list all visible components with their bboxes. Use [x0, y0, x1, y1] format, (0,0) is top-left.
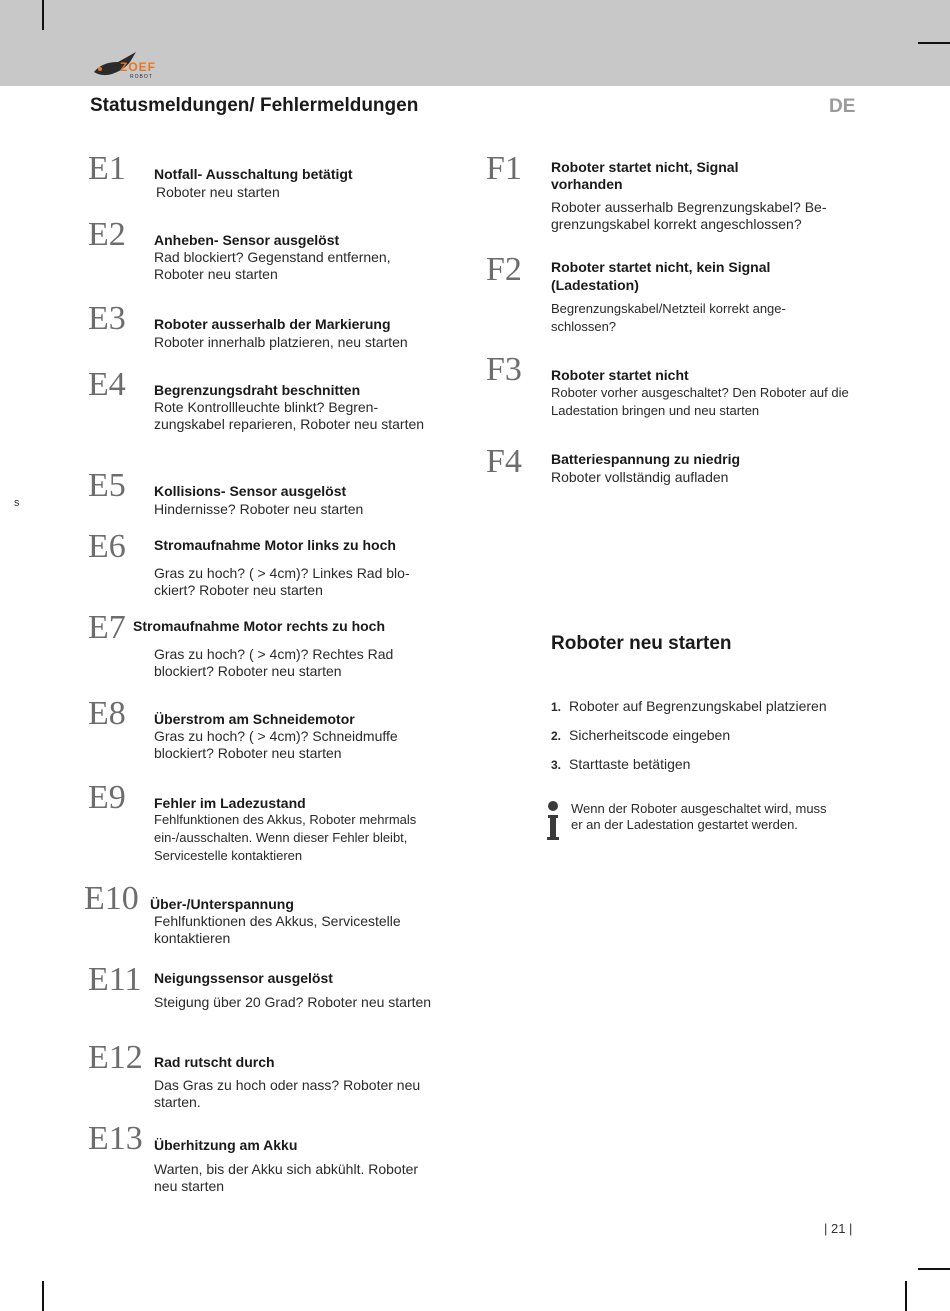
error-title: Fehler im Ladezustand: [154, 795, 306, 811]
error-text: Gras zu hoch? ( > 4cm)? Rechtes Rad blockiert? Roboter neu starten: [154, 646, 394, 679]
error-text: Roboter innerhalb platzieren, neu starten: [154, 334, 408, 350]
restart-step: [551, 727, 730, 743]
language-label: DE: [829, 96, 856, 117]
error-text: Roboter neu starten: [156, 184, 280, 200]
error-code: E13: [88, 1120, 143, 1157]
fault-text: Roboter vorher ausgeschaltet? Den Roboter auf die Ladestation bringen und neu starten: [551, 385, 849, 418]
restart-step: [551, 756, 690, 772]
info-icon: [544, 800, 562, 842]
restart-section-title: Roboter neu starten: [551, 633, 732, 654]
step-text: Roboter auf Begrenzungskabel platzieren: [569, 698, 827, 714]
fault-text: Roboter vollständig aufladen: [551, 469, 729, 485]
step-number: 1.: [551, 700, 562, 714]
fault-code: F4: [486, 443, 522, 480]
step-text: Sicherheitscode eingeben: [569, 727, 731, 743]
error-code: E3: [88, 300, 126, 337]
error-text: Rote Kontrollleuchte blinkt? Begren-zungskabel reparieren, Roboter neu starten: [154, 399, 425, 432]
crop-mark: [918, 42, 950, 44]
error-title: Neigungssensor ausgelöst: [154, 970, 333, 986]
error-text: Fehlfunktionen des Akkus, Roboter mehrmals ein-/ausschalten. Wenn dieser Fehler bleibt, Servicestelle kontaktieren: [154, 812, 417, 863]
error-code: E9: [88, 779, 126, 816]
error-title: Überstrom am Schneidemotor: [154, 711, 355, 727]
error-code: E10: [84, 880, 139, 917]
error-title: Überhitzung am Akku: [154, 1137, 298, 1153]
fault-title-line1: Batteriespannung zu niedrig: [551, 451, 741, 467]
fault-text: Roboter ausserhalb Begrenzungskabel? Be-grenzungskabel korrekt angeschlossen?: [551, 199, 827, 232]
side-mark: s: [14, 497, 20, 509]
error-code: E12: [88, 1039, 143, 1076]
error-code: E4: [88, 366, 126, 403]
error-title: Über-/Unterspannung: [150, 896, 294, 912]
error-text: Steigung über 20 Grad? Roboter neu starten: [154, 994, 432, 1010]
crop-mark: [42, 1281, 44, 1311]
fault-code: F3: [486, 351, 522, 388]
error-title: Kollisions- Sensor ausgelöst: [154, 483, 347, 499]
page-title: Statusmeldungen/ Fehlermeldungen: [90, 95, 419, 116]
error-title: Anheben- Sensor ausgelöst: [154, 232, 340, 248]
error-text: Das Gras zu hoch oder nass? Roboter neu starten.: [154, 1077, 421, 1110]
error-text: Gras zu hoch? ( > 4cm)? Linkes Rad blo-ckiert? Roboter neu starten: [154, 565, 410, 598]
error-code: E8: [88, 695, 126, 732]
restart-step: [551, 698, 827, 714]
step-number: 2.: [551, 729, 562, 743]
info-note: Wenn der Roboter ausgeschaltet wird, muss er an der Ladestation gestartet werden.: [571, 801, 827, 832]
error-title: Stromaufnahme Motor links zu hoch: [154, 537, 396, 553]
error-code: E5: [88, 467, 126, 504]
crop-mark: [918, 1268, 950, 1270]
step-text: Starttaste betätigen: [569, 756, 691, 772]
fault-title-line1: Roboter startet nicht, kein Signal: [551, 259, 771, 275]
step-number: 3.: [551, 758, 562, 772]
fault-title-line2: vorhanden: [551, 176, 623, 192]
error-code: E2: [88, 216, 126, 253]
crop-mark: [42, 0, 44, 30]
error-title: Rad rutscht durch: [154, 1054, 275, 1070]
error-text: Warten, bis der Akku sich abkühlt. Roboter neu starten: [154, 1161, 419, 1194]
error-code: E1: [88, 150, 126, 187]
page-number: | 21 |: [824, 1221, 853, 1236]
error-text: Hindernisse? Roboter neu starten: [154, 501, 364, 517]
fault-title-line1: Roboter startet nicht: [551, 367, 689, 383]
error-title: Begrenzungsdraht beschnitten: [154, 382, 361, 398]
fault-code: F2: [486, 251, 522, 288]
fault-title-line2: (Ladestation): [551, 277, 639, 293]
error-code: E6: [88, 528, 126, 565]
error-code: E7: [88, 609, 126, 646]
fault-text: Begrenzungskabel/Netzteil korrekt ange-schlossen?: [551, 301, 786, 334]
svg-text:ROBOT: ROBOT: [130, 74, 153, 80]
error-title: Roboter ausserhalb der Markierung: [154, 316, 391, 332]
error-text: Fehlfunktionen des Akkus, Servicestelle kontaktieren: [154, 913, 401, 946]
brand-logo: [90, 50, 185, 84]
error-title: Notfall- Ausschaltung betätigt: [154, 166, 353, 182]
error-text: Rad blockiert? Gegenstand entfernen, Roboter neu starten: [154, 249, 391, 282]
fault-code: F1: [486, 150, 522, 187]
fault-title-line1: Roboter startet nicht, Signal: [551, 159, 739, 175]
error-title: Stromaufnahme Motor rechts zu hoch: [133, 618, 386, 634]
error-code: E11: [88, 961, 142, 998]
error-text: Gras zu hoch? ( > 4cm)? Schneidmuffe blockiert? Roboter neu starten: [154, 728, 398, 761]
svg-text:ZOEF: ZOEF: [120, 60, 156, 74]
crop-mark: [905, 1281, 907, 1311]
